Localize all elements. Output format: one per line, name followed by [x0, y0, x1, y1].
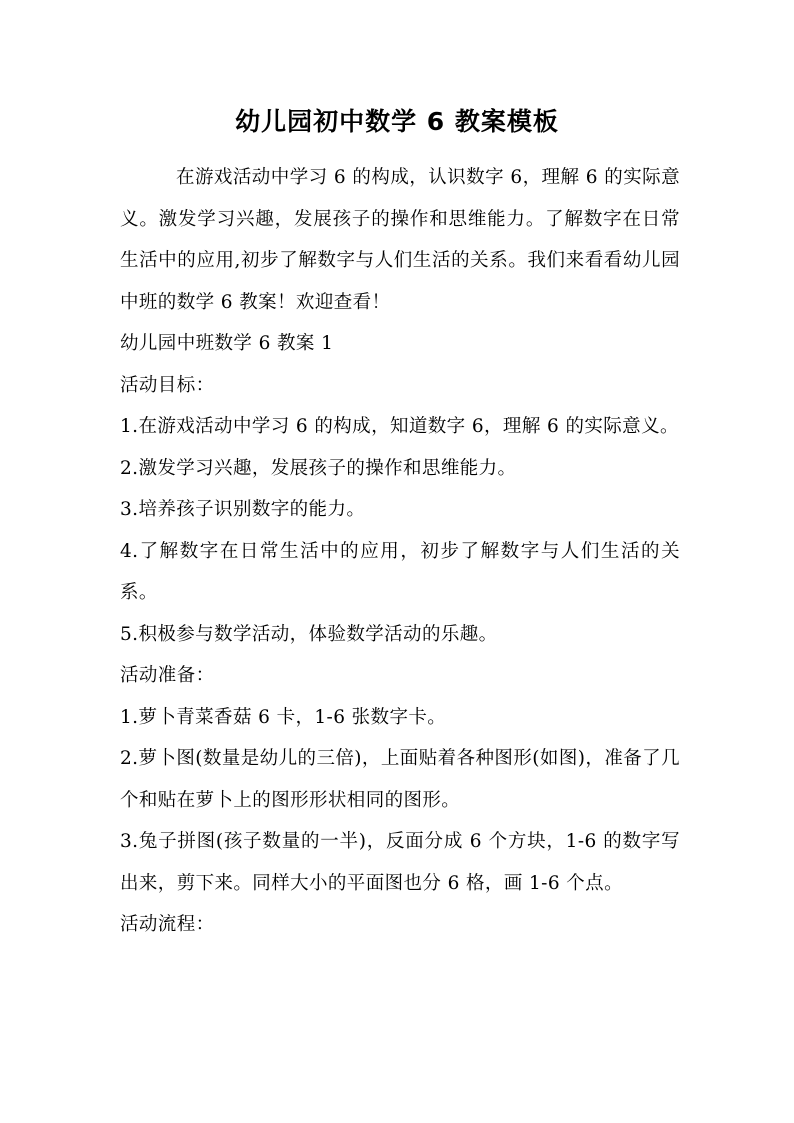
goal-item: 5.积极参与数学活动，体验数学活动的乐趣。 [120, 623, 498, 645]
intro-paragraph: 在游戏活动中学习 6 的构成，认识数字 6，理解 6 的实际意义。激发学习兴趣，发展孩子的操作和思维能力。了解数字在日常生活中的应用,初步了解数字与人们生活的关系。我们来看看幼儿园中班的数学 6 教案！欢迎查看！ [120, 167, 680, 313]
subsection-heading-preparation: 活动准备： [120, 665, 215, 686]
preparation-item: 2.萝卜图(数量是幼儿的三倍)，上面贴着各种图形(如图)，准备了几个和贴在萝卜上的图形形状相同的图形。 [120, 748, 680, 811]
section-heading: 幼儿园中班数学 6 教案 1 [120, 333, 334, 354]
preparation-item: 1.萝卜青菜香菇 6 卡，1-6 张数字卡。 [120, 706, 447, 728]
goal-item: 3.培养孩子识别数字的能力。 [120, 499, 366, 520]
document-title: 幼儿园初中数学 6 教案模板 [235, 107, 559, 136]
goal-item: 1.在游戏活动中学习 6 的构成，知道数字 6，理解 6 的实际意义。 [120, 416, 679, 437]
subsection-heading-process: 活动流程： [120, 914, 215, 935]
preparation-item: 3.兔子拼图(孩子数量的一半)，反面分成 6 个方块，1-6 的数字写出来，剪下来。同样大小的平面图也分 6 格，画 1-6 个点。 [120, 831, 680, 894]
subsection-heading-goals: 活动目标： [120, 374, 215, 396]
document-body [120, 157, 680, 946]
goal-item: 2.激发学习兴趣，发展孩子的操作和思维能力。 [120, 457, 517, 479]
goal-item: 4.了解数字在日常生活中的应用，初步了解数字与人们生活的关系。 [120, 540, 680, 603]
